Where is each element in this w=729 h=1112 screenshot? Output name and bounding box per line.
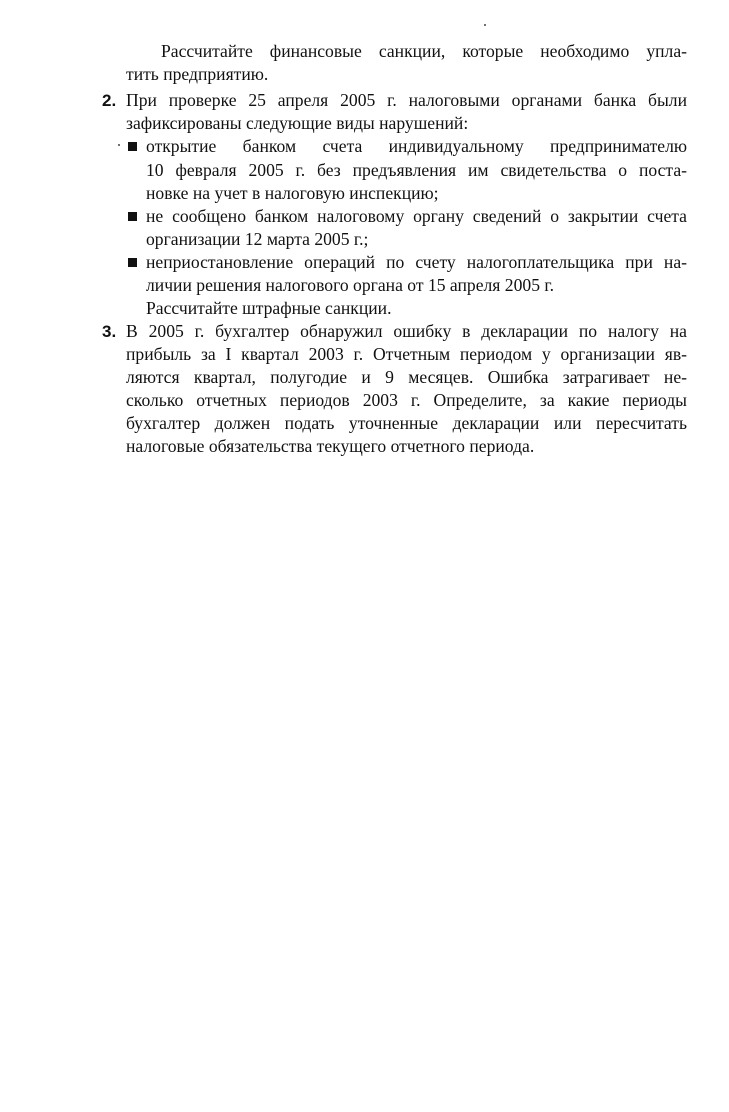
task-3-number: 3.: [102, 322, 117, 341]
task-2-line-2: зафиксированы следующие виды нарушений:: [126, 113, 469, 133]
bullet-1-line-3: новке на учет в налоговую инспекцию;: [146, 183, 439, 203]
task-3-line-1: В 2005 г. бухгалтер обнаружил ошибку в декларации по налогу на: [126, 321, 687, 341]
bullet-2-line-2: организации 12 марта 2005 г.;: [146, 229, 369, 249]
intro-line-2: тить предприятию.: [126, 64, 269, 84]
bullet-marker-icon: [128, 142, 137, 151]
bullet-3-line-2: личии решения налогового органа от 15 апреля 2005 г.: [146, 275, 555, 295]
task-3-line-4: сколько отчетных периодов 2003 г. Определите, за какие периоды: [126, 390, 687, 410]
bullet-2-line-1: не сообщено банком налоговому органу сведений о закрытии счета: [146, 206, 687, 226]
task-3-line-2: прибыль за I квартал 2003 г. Отчетным периодом у организации яв-: [126, 344, 687, 364]
bullet-1-line-2: 10 февраля 2005 г. без предъявления им свидетельства о поста-: [146, 160, 687, 180]
bullet-3-line-3: Рассчитайте штрафные санкции.: [146, 298, 392, 318]
task-3-line-5: бухгалтер должен подать уточненные декларации или пересчитать: [126, 413, 687, 433]
scan-speck: [118, 144, 120, 146]
task-2-number: 2.: [102, 91, 117, 110]
task-3-line-3: ляются квартал, полугодие и 9 месяцев. Ошибка затрагивает не-: [126, 367, 687, 387]
bullet-marker-icon: [128, 212, 137, 221]
scan-speck: [484, 24, 486, 26]
bullet-1-line-1: открытие банком счета индивидуальному предпринимателю: [146, 136, 687, 156]
intro-line-1: Рассчитайте финансовые санкции, которые необходимо упла-: [161, 41, 687, 61]
task-2-line-1: При проверке 25 апреля 2005 г. налоговыми органами банка были: [126, 90, 687, 110]
bullet-marker-icon: [128, 258, 137, 267]
task-3-line-6: налоговые обязательства текущего отчетного периода.: [126, 436, 535, 456]
bullet-3-line-1: неприостановление операций по счету налогоплательщика при на-: [146, 252, 687, 272]
